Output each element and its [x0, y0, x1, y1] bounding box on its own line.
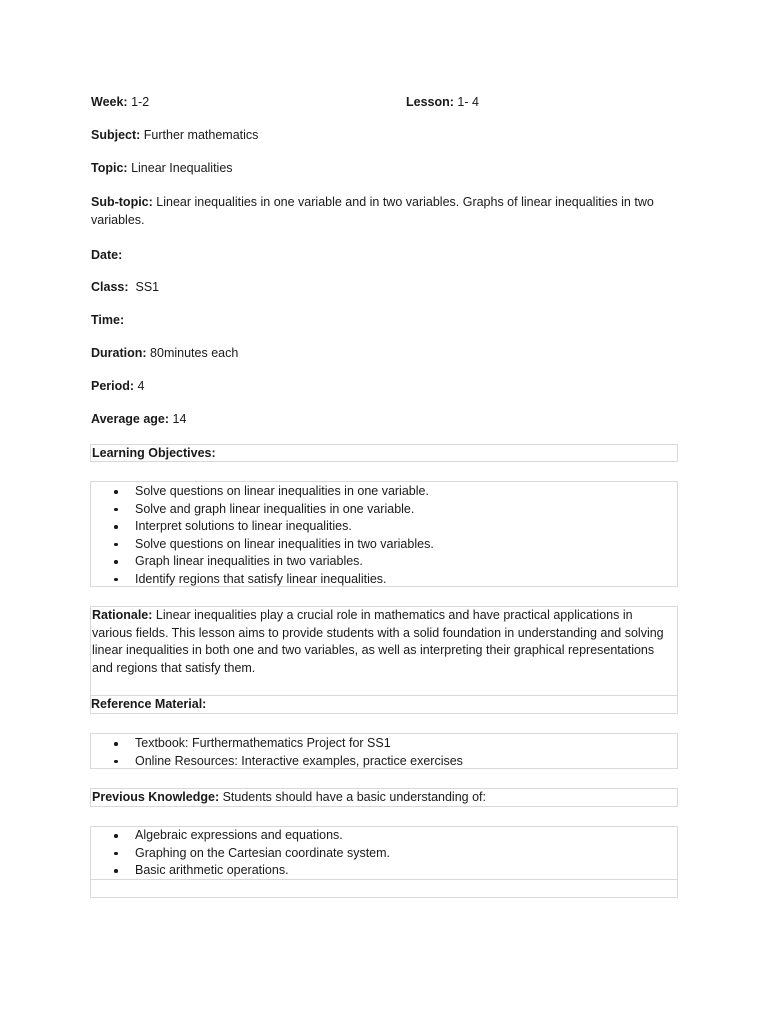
objectives-list-box — [90, 481, 678, 587]
period-label: Period: — [91, 379, 135, 393]
rationale-text: Linear inequalities play a crucial role in mathematics and have practical applications in — [155, 608, 633, 622]
subject-line — [91, 127, 258, 145]
period-value: 4 — [137, 379, 145, 393]
previous-knowledge-box — [90, 788, 678, 807]
rationale-line-3: linear inequalities in both one and two variables, as well as interpreting their graphical representations — [92, 643, 655, 657]
subtopic-block — [91, 194, 681, 229]
lesson-label: Lesson: — [406, 95, 454, 109]
previous-knowledge-label: Previous Knowledge: — [92, 790, 220, 804]
rationale-line-1 — [91, 607, 677, 625]
divider — [91, 879, 678, 880]
topic-value: Linear Inequalities — [131, 161, 233, 175]
date-label: Date: — [91, 248, 123, 262]
class-label: Class: — [91, 280, 129, 294]
period-line — [91, 378, 145, 396]
subtopic-value: Linear inequalities in one variable and in two variables. Graphs of linear inequalities in two — [156, 195, 654, 209]
subject-label: Subject: — [91, 128, 141, 142]
lesson-line — [406, 94, 479, 112]
average-age-line — [91, 411, 186, 429]
list-item: Algebraic expressions and equations. — [135, 827, 677, 845]
list-item: Basic arithmetic operations. — [135, 862, 677, 880]
date-line — [91, 247, 122, 265]
previous-knowledge-list — [91, 827, 677, 880]
subject-value: Further mathematics — [143, 128, 259, 142]
reference-heading: Reference Material: — [91, 697, 207, 711]
objectives-heading-box — [90, 444, 678, 462]
list-item: Textbook: Furthermathematics Project for SS1 — [135, 735, 677, 753]
time-label: Time: — [91, 313, 125, 327]
rationale-line-4: and regions that satisfy them. — [92, 660, 256, 675]
list-item: Identify regions that satisfy linear inequalities. — [135, 571, 677, 589]
objectives-list — [91, 483, 677, 589]
average-age-value: 14 — [172, 412, 187, 426]
subtopic-line-2: variables. — [91, 212, 145, 227]
lesson-value: 1- 4 — [457, 95, 479, 109]
week-label: Week: — [91, 95, 128, 109]
week-value: 1-2 — [131, 95, 150, 109]
previous-knowledge-value: Students should have a basic understanding of: — [222, 790, 486, 804]
subtopic-line-1 — [91, 194, 681, 212]
subtopic-label: Sub-topic: — [91, 195, 153, 209]
list-item: Solve and graph linear inequalities in one variable. — [135, 501, 677, 519]
time-line — [91, 312, 124, 330]
list-item: Interpret solutions to linear inequalities. — [135, 518, 677, 536]
list-item: Solve questions on linear inequalities in two variables. — [135, 536, 677, 554]
duration-line — [91, 345, 238, 363]
objectives-heading: Learning Objectives: — [92, 446, 216, 460]
class-value: SS1 — [135, 280, 160, 294]
reference-list — [91, 735, 677, 770]
rationale-label: Rationale: — [92, 608, 153, 622]
average-age-label: Average age: — [91, 412, 170, 426]
rationale-line-2: various fields. This lesson aims to provide students with a solid foundation in understanding and solving — [92, 625, 664, 640]
week-line — [91, 94, 149, 112]
list-item: Graph linear inequalities in two variables. — [135, 553, 677, 571]
reference-list-box — [90, 733, 678, 769]
duration-label: Duration: — [91, 346, 147, 360]
class-line — [91, 279, 159, 297]
topic-line — [91, 160, 233, 178]
list-item: Online Resources: Interactive examples, practice exercises — [135, 753, 677, 771]
previous-knowledge-list-box — [90, 826, 678, 898]
topic-label: Topic: — [91, 161, 128, 175]
reference-heading-line — [91, 696, 206, 714]
list-item: Graphing on the Cartesian coordinate system. — [135, 845, 677, 863]
duration-value: 80minutes each — [150, 346, 239, 360]
list-item: Solve questions on linear inequalities in one variable. — [135, 483, 677, 501]
